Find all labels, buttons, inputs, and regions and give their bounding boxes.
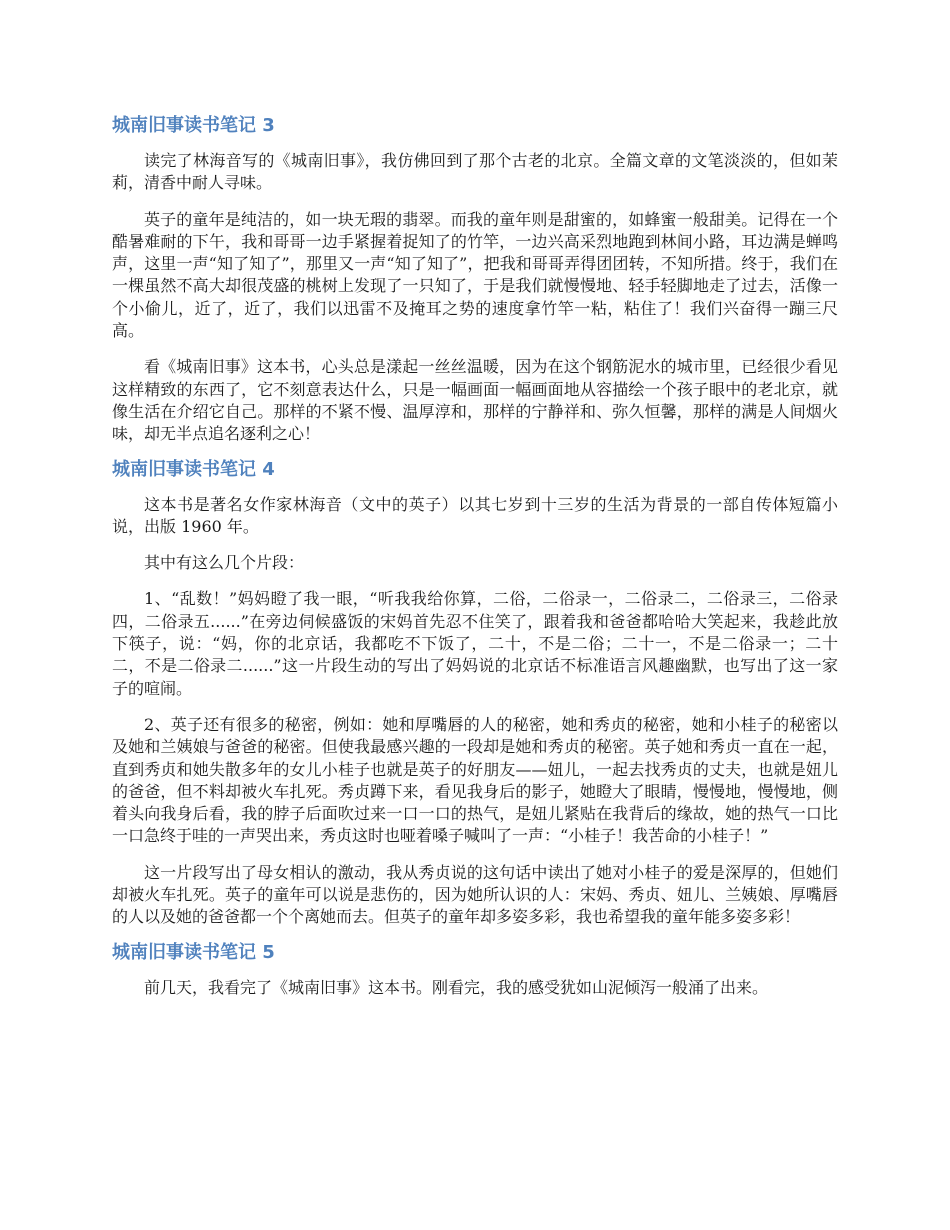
section-title: 城南旧事读书笔记 4: [112, 458, 275, 480]
section-title: 城南旧事读书笔记 3: [112, 115, 275, 136]
paragraph: 其中有这么几个片段：: [144, 553, 305, 573]
reading-note-5: [112, 939, 838, 999]
paragraph: 看《城南旧事》这本书，心头总是漾起一丝丝温暖，因为在这个钢筋泥水的城市里，已经很少看见这样精致的东西了，它不刻意表达什么，只是一幅画面一幅画面地从容描绘一个孩子眼中的老北京，就像生活在介绍它自己。那样的不紧不慢、温厚淳和，那样的宁静祥和、弥久恒馨，那样的满是人间烟火味，却无半点追名逐利之心！: [112, 357, 838, 444]
paragraph: 1、“乱数！”妈妈瞪了我一眼，“听我我给你算，二俗，二俗录一，二俗录二，二俗录三，二俗录四，二俗录五......”在旁边伺候盛饭的宋妈首先忍不住笑了，跟着我和爸爸都哈哈大笑起来，我趁此放下筷子，说：“妈，你的北京话，我都吃不下饭了，二十，不是二俗；二十一，不是二俗录一；二十二，不是二俗录二......”这一片段生动的写出了妈妈说的北京话不标准语言风趣幽默，也写出了这一家子的喧闹。: [112, 589, 838, 698]
section-title: 城南旧事读书笔记 5: [112, 941, 275, 963]
paragraph: 2、英子还有很多的秘密，例如：她和厚嘴唇的人的秘密，她和秀贞的秘密，她和小桂子的秘密以及她和兰姨娘与爸爸的秘密。但使我最感兴趣的一段却是她和秀贞的秘密。英子她和秀贞一直在一起，直到秀贞和她失散多年的女儿小桂子也就是英子的好朋友——妞儿，一起去找秀贞的丈夫，也就是妞儿的爸爸，但不料却被火车扎死。秀贞蹲下来，看见我身后的影子，她瞪大了眼睛，慢慢地，慢慢地，侧着头向我身后看，我的脖子后面吹过来一口一口的热气，是妞儿紧贴在我背后的缘故，她的热气一口比一口急终于哇的一声哭出来，秀贞这时也哑着嗓子喊叫了一声：“小桂子！我苦命的小桂子！”: [112, 714, 838, 846]
reading-note-3: [112, 112, 838, 446]
paragraph: 读完了林海音写的《城南旧事》，我仿佛回到了那个古老的北京。全篇文章的文笔淡淡的，但如茉莉，清香中耐人寻味。: [112, 151, 838, 193]
paragraph: 这一片段写出了母女相认的激动，我从秀贞说的这句话中读出了她对小桂子的爱是深厚的，但她们却被火车扎死。英子的童年可以说是悲伤的，因为她所认识的人：宋妈、秀贞、妞儿、兰姨娘、厚嘴唇的人以及她的爸爸都一个个离她而去。但英子的童年却多姿多彩，我也希望我的童年能多姿多彩！: [112, 862, 838, 927]
paragraph: 英子的童年是纯洁的，如一块无瑕的翡翠。而我的童年则是甜蜜的，如蜂蜜一般甜美。记得在一个酷暑难耐的下午，我和哥哥一边手紧握着捉知了的竹竿，一边兴高采烈地跑到林间小路，耳边满是蝉鸣声，这里一声“知了知了”，那里又一声“知了知了”，把我和哥哥弄得团团转，不知所措。终于，我们在一棵虽然不高大却很茂盛的桃树上发现了一只知了，于是我们就慢慢地、轻手轻脚地走了过去，活像一个小偷儿，近了，近了，我们以迅雷不及掩耳之势的速度拿竹竿一粘，粘住了！我们兴奋得一蹦三尺高。: [112, 209, 838, 341]
paragraph: 前几天，我看完了《城南旧事》这本书。刚看完，我的感受犹如山泥倾泻一般涌了出来。: [144, 977, 769, 997]
reading-note-4: [112, 456, 838, 929]
paragraph: 这本书是著名女作家林海音（文中的英子）以其七岁到十三岁的生活为背景的一部自传体短篇小说，出版 1960 年。: [112, 494, 838, 536]
document-page: [112, 112, 838, 1013]
